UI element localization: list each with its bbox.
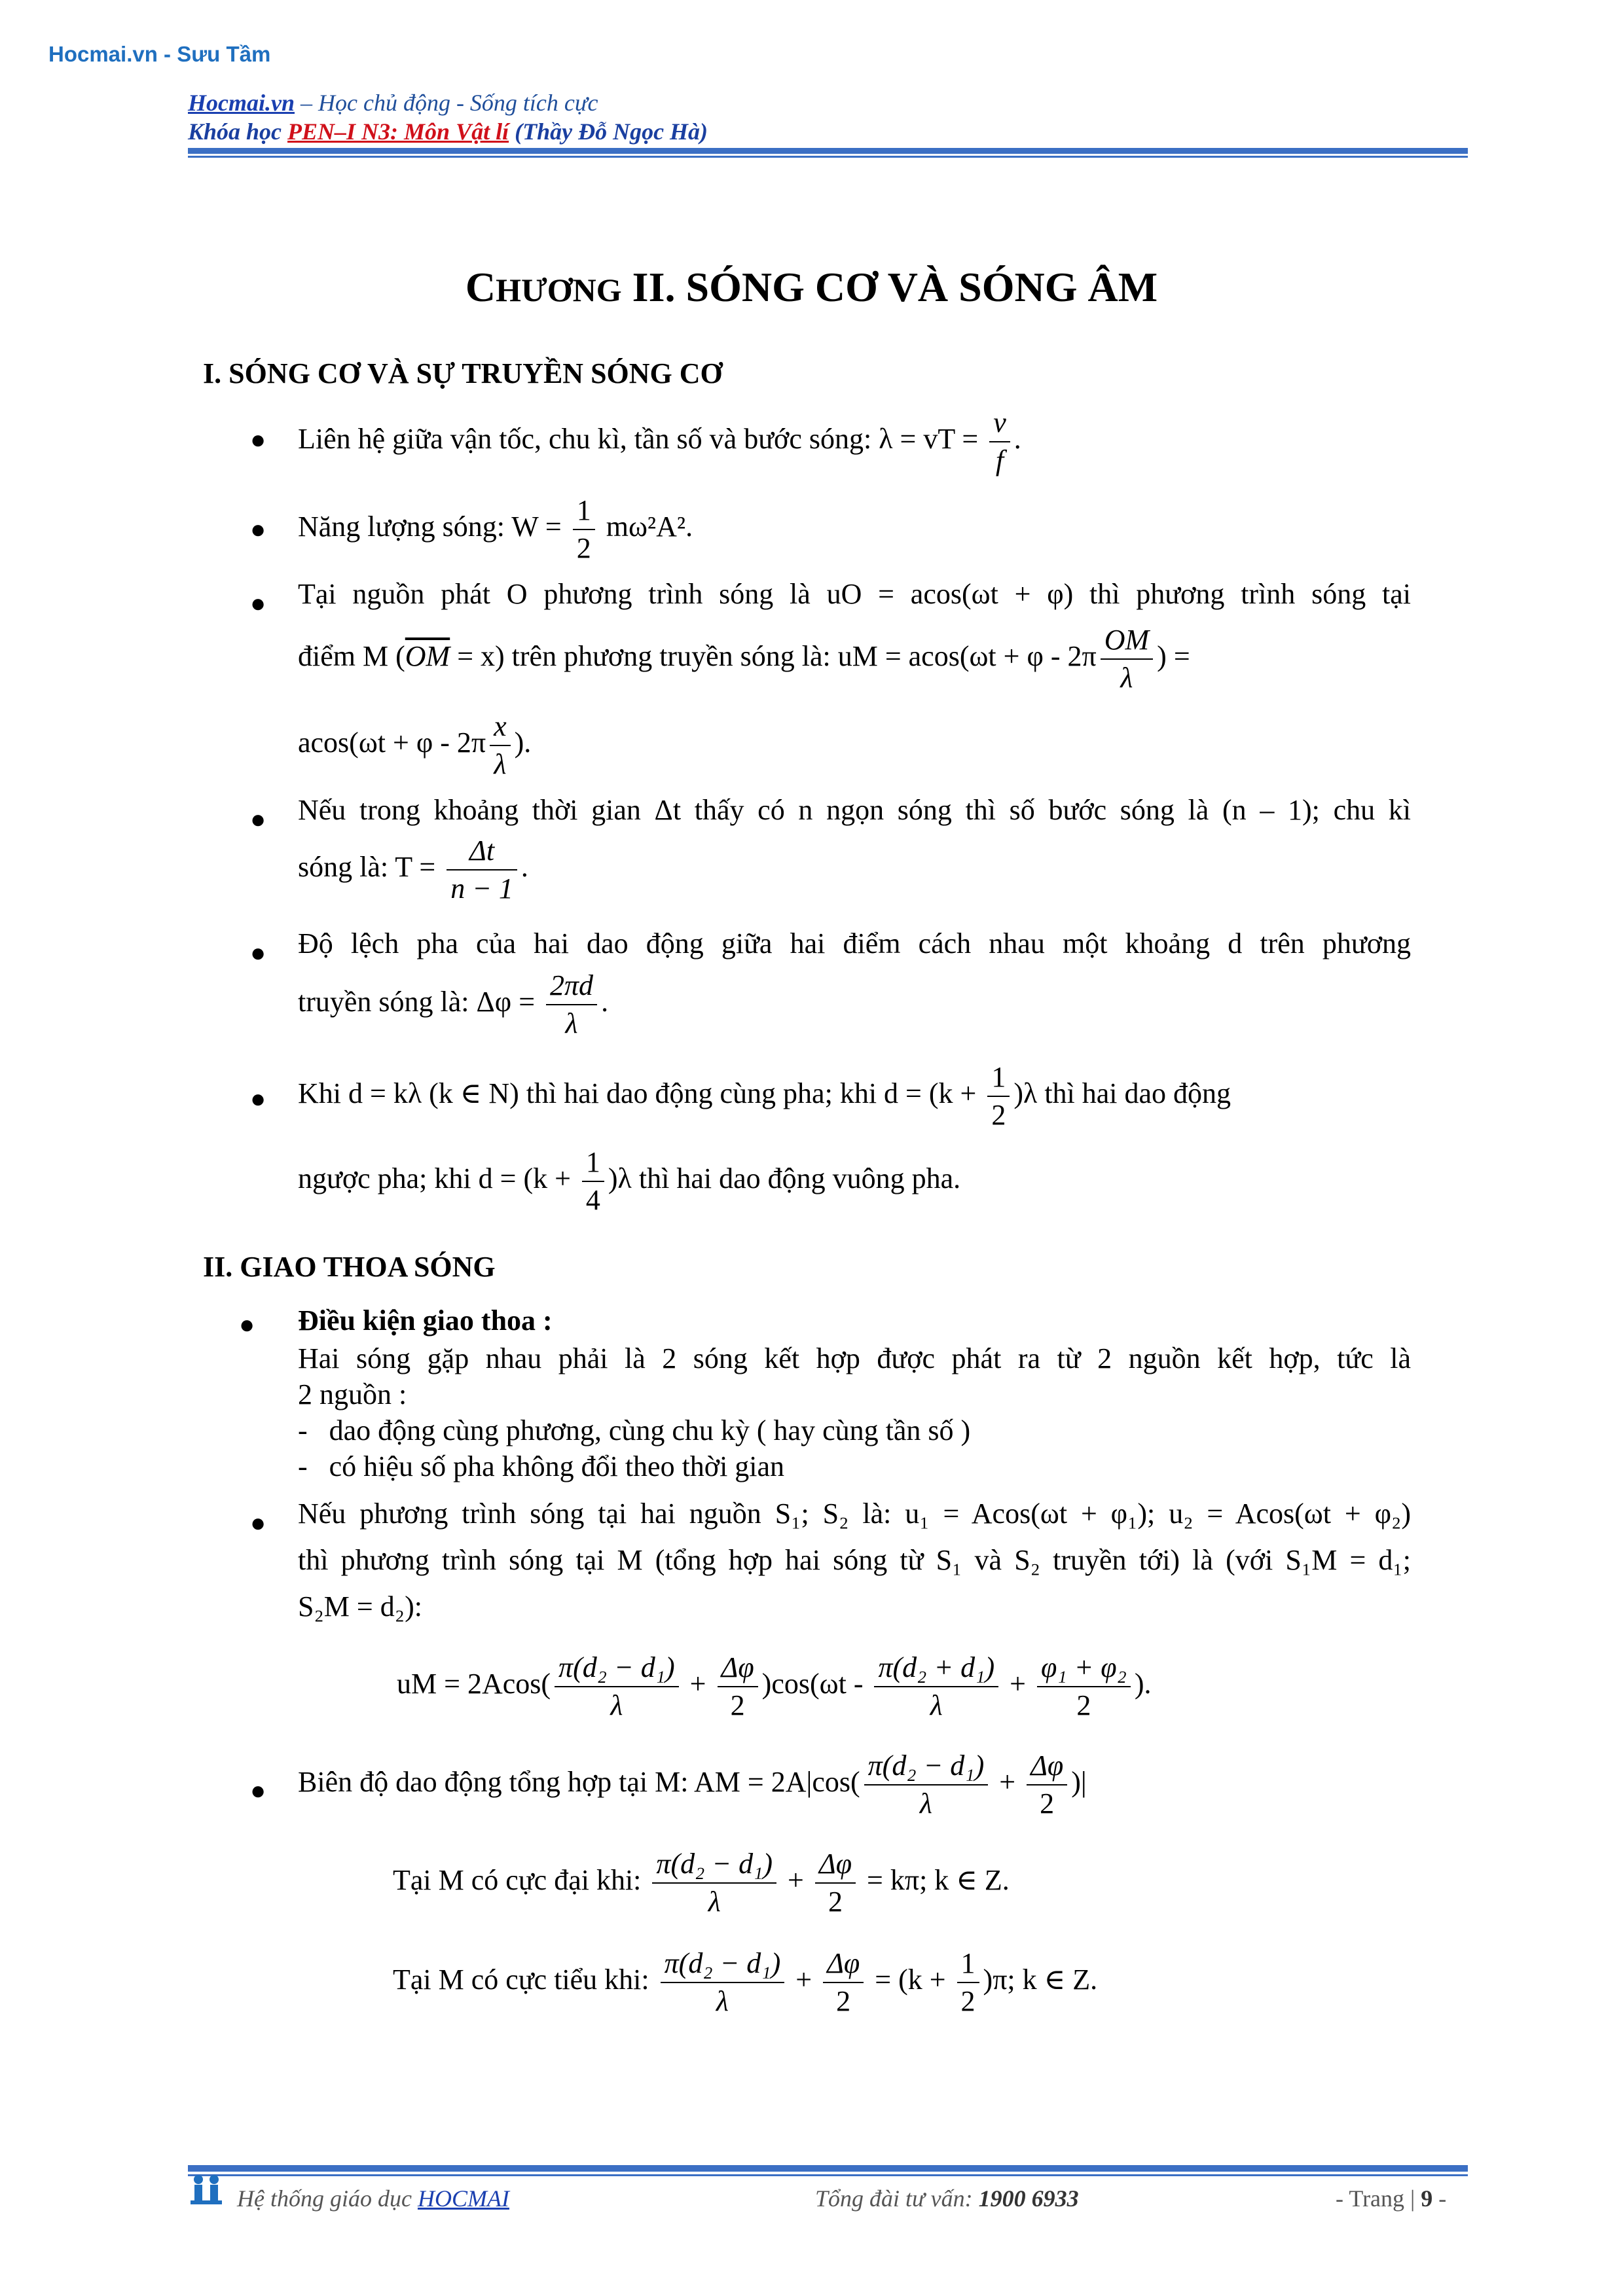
- footer-hotline: Tổng đài tư vấn: 1900 6933: [815, 2185, 1079, 2212]
- bullet-phase-line1: Độ lệch pha của hai dao động giữa hai điểm cách nhau một khoảng d trên phương: [298, 927, 1411, 960]
- source-equation-line2: thì phương trình sóng tại M (tổng hợp hai sóng từ S₁ và S₂ truyền tới) là (với S₁M = d₁;: [298, 1544, 1411, 1576]
- footer-system: Hệ thống giáo dục HOCMAI: [237, 2185, 509, 2212]
- interference-condition-title: Điều kiện giao thoa :: [298, 1304, 553, 1336]
- bullet-icon: ●: [250, 425, 266, 454]
- bullet-phase-line2: truyền sóng là: Δφ = $\frac{2\pi d}{\lambda}$ .: [298, 967, 608, 1042]
- bullet-wave-equation-line2: điểm M $(\overline{OM} = x)$ trên phương truyền sóng là: uM = acos(ωt + φ - 2π $\frac{OM}{\lambda}$ ) =: [298, 622, 1190, 696]
- condition-dash-1: - dao động cùng phương, cùng chu kỳ ( hay cùng tần số ): [298, 1414, 971, 1446]
- bullet-icon: ●: [250, 1508, 266, 1537]
- footer-page-number: - Trang | 9 -: [1336, 2185, 1447, 2212]
- bullet-icon: ●: [250, 1084, 266, 1113]
- source-equation-line1: Nếu phương trình sóng tại hai nguồn S₁; S₂ là: u₁ = Acos(ωt + φ₁); u₂ = Acos(ωt + φ₂): [298, 1498, 1411, 1530]
- header-line-2: [188, 118, 708, 145]
- bullet-wave-energy: Năng lượng sóng: W = $\frac{1}{2}$ mω²A².: [298, 492, 693, 567]
- section-2-title: II. GIAO THOA SÓNG: [203, 1251, 496, 1283]
- header-rule-thick: [188, 148, 1468, 154]
- um-formula: uM = 2Acos( $\frac{\text{π(d₂ − d₁)}}{\lambda}$ + $\frac{\Delta\varphi}{2}$ )cos(ωt - $\frac{\text{π(d₂ + d₁)}}{\lambda}$ + $\frac{\text{φ₁ + φ₂}}{2}$ ).: [397, 1649, 1152, 1724]
- interference-condition-line1: Hai sóng gặp nhau phải là 2 sóng kết hợp được phát ra từ 2 nguồn kết hợp, tức là: [298, 1342, 1411, 1374]
- footer-rule-thin: [188, 2174, 1468, 2176]
- course-prefix: Khóa học: [188, 118, 288, 145]
- bullet-icon: ●: [250, 938, 266, 967]
- bullet-icon: ●: [239, 1310, 255, 1339]
- source-equation-line3: S₂M = d₂):: [298, 1590, 422, 1623]
- header-slogan: – Học chủ động - Sống tích cực: [294, 90, 598, 116]
- bullet-icon: ●: [250, 514, 266, 544]
- condition-dash-2: - có hiệu số pha không đổi theo thời gian: [298, 1450, 785, 1482]
- footer-rule-thick: [188, 2165, 1468, 2172]
- footer-hocmai-link[interactable]: HOCMAI: [417, 2185, 509, 2212]
- bullet-phase-cases-line2: ngược pha; khi d = (k + $\frac{1}{4}$ )λ thì hai dao động vuông pha.: [298, 1144, 960, 1219]
- bullet-icon: ●: [250, 1776, 266, 1805]
- interference-condition-line2: 2 nguồn :: [298, 1378, 407, 1410]
- bullet-wave-equation-line3: acos(ωt + φ - 2π $\frac{x}{\lambda}$ ).: [298, 708, 531, 783]
- header-rule-thin: [188, 156, 1468, 158]
- bullet-icon: ●: [250, 804, 266, 834]
- section-1-title: I. SÓNG CƠ VÀ SỰ TRUYỀN SÓNG CƠ: [203, 357, 723, 389]
- bullet-phase-cases-line1: Khi d = kλ (k ∈ N) thì hai dao động cùng pha; khi d = (k + $\frac{1}{2}$ )λ thì hai dao động: [298, 1059, 1411, 1134]
- teacher-name: (Thầy Đỗ Ngọc Hà): [509, 118, 708, 145]
- maximum-condition: Tại M có cực đại khi: $\frac{\text{π(d₂ − d₁)}}{\lambda}$ + $\frac{\Delta\varphi}{2}$ = kπ; k ∈ Z.: [393, 1846, 1010, 1920]
- header-line-1: [188, 89, 598, 117]
- chapter-title: CHƯƠNG II. SÓNG CƠ VÀ SÓNG ÂM: [465, 264, 1158, 310]
- hocmai-logo-icon: [188, 2172, 225, 2207]
- amplitude-formula: Biên độ dao động tổng hợp tại M: AM = 2A|cos( $\frac{\text{π(d₂ − d₁)}}{\lambda}$ + $\frac{\Delta\varphi}{2}$ )|: [298, 1748, 1087, 1822]
- minimum-condition: Tại M có cực tiểu khi: $\frac{\text{π(d₂ − d₁)}}{\lambda}$ + $\frac{\Delta\varphi}{2}$ = (k + $\frac{1}{2}$ )π; k ∈ Z.: [393, 1945, 1097, 2020]
- watermark: Hocmai.vn - Sưu Tầm: [48, 42, 271, 66]
- bullet-period-line1: Nếu trong khoảng thời gian Δt thấy có n ngọn sóng thì số bước sóng là (n – 1); chu kì: [298, 794, 1411, 826]
- header-site-link[interactable]: Hocmai.vn: [188, 90, 295, 116]
- bullet-period-line2: sóng là: T = $\frac{\Delta t}{n - 1}$ .: [298, 833, 528, 907]
- bullet-icon: ●: [250, 588, 266, 618]
- bullet-wave-equation-line1: Tại nguồn phát O phương trình sóng là uO = acos(ωt + φ) thì phương trình sóng tại: [298, 578, 1411, 610]
- bullet-wave-relation: Liên hệ giữa vận tốc, chu kì, tần số và bước sóng: λ = vT = $\frac{v}{f}$ .: [298, 404, 1021, 479]
- course-name: PEN–I N3: Môn Vật lí: [287, 118, 509, 145]
